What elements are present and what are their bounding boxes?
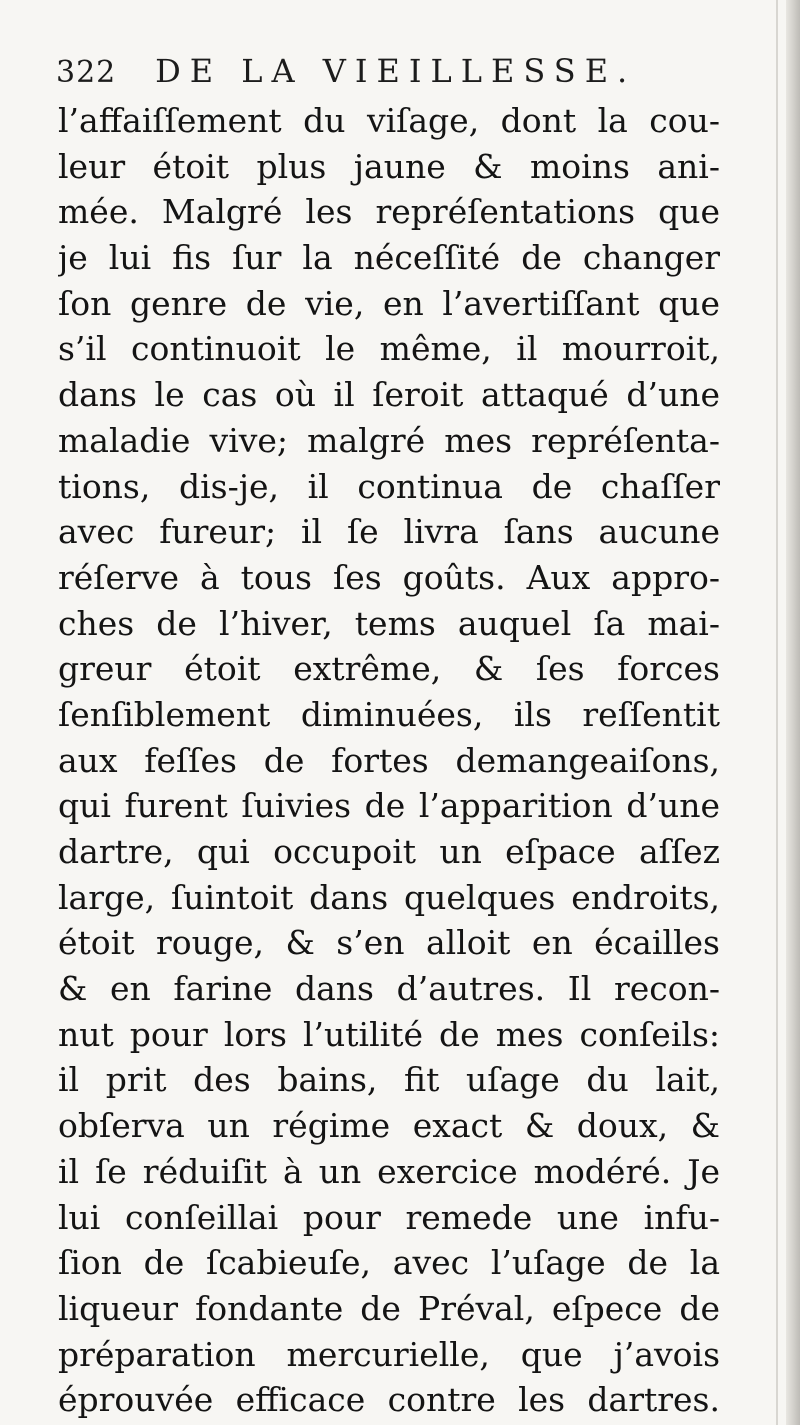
text-line: obſerva un régime exact & doux, & (58, 1106, 720, 1146)
text-line: maladie vive; malgré mes repréſenta- (58, 420, 720, 460)
text-line: ches de l’hiver, tems auquel ſa mai- (58, 603, 720, 643)
text-line: je lui fis ſur la néceſſité de changer (58, 238, 720, 278)
text-line: préparation mercurielle, que j’avois (58, 1334, 720, 1374)
text-line: & en farine dans d’autres. Il recon- (58, 969, 720, 1009)
page-edge-shadow-line (776, 0, 778, 1425)
running-header (56, 46, 756, 96)
text-line: ſenſiblement diminuées, ils reſſentit (58, 694, 720, 734)
text-line: s’il continuoit le même, il mourroit, (58, 329, 720, 369)
text-line: greur étoit extrême, & ſes forces (58, 649, 720, 689)
running-title: DE LA VIEILLESSE. (155, 52, 637, 90)
text-line: ſion de ſcabieuſe, avec l’uſage de la (58, 1243, 720, 1283)
text-line: il ſe réduiſit à un exercice modéré. Je (58, 1151, 720, 1191)
text-line: l’affaiſſement du viſage, dont la cou- (58, 101, 720, 140)
text-line: lui conſeillai pour remede une infu- (58, 1197, 720, 1237)
text-line: ſon genre de vie, en l’avertiſſant que (58, 283, 720, 323)
text-line: tions, dis-je, il continua de chaſſer (58, 466, 720, 506)
text-line: mée. Malgré les repréſentations que (58, 192, 720, 232)
text-line: réſerve à tous ſes goûts. Aux appro- (58, 557, 720, 597)
text-line: qui furent ſuivies de l’apparition d’une (58, 786, 720, 826)
text-line: éprouvée efficace contre les dartres. (58, 1380, 720, 1420)
text-line: liqueur fondante de Préval, eſpece de (58, 1288, 720, 1328)
text-line: leur étoit plus jaune & moins ani- (58, 146, 720, 186)
text-line: dartre, qui occupoit un eſpace aſſez (58, 832, 720, 871)
text-line: avec fureur; il ſe livra ſans aucune (58, 512, 720, 552)
text-line: aux feſſes de fortes demangeaiſons, (58, 740, 720, 780)
body-text (58, 98, 720, 1423)
text-line: il prit des bains, fit uſage du lait, (58, 1060, 720, 1100)
page-edge-shadow (786, 0, 800, 1425)
text-line: large, ſuintoit dans quelques endroits, (58, 877, 720, 917)
text-line: dans le cas où il ſeroit attaqué d’une (58, 375, 720, 415)
text-line: nut pour lors l’utilité de mes conſeils: (58, 1014, 720, 1054)
text-line: étoit rouge, & s’en alloit en écailles (58, 923, 720, 963)
page-number: 322 (56, 55, 117, 90)
